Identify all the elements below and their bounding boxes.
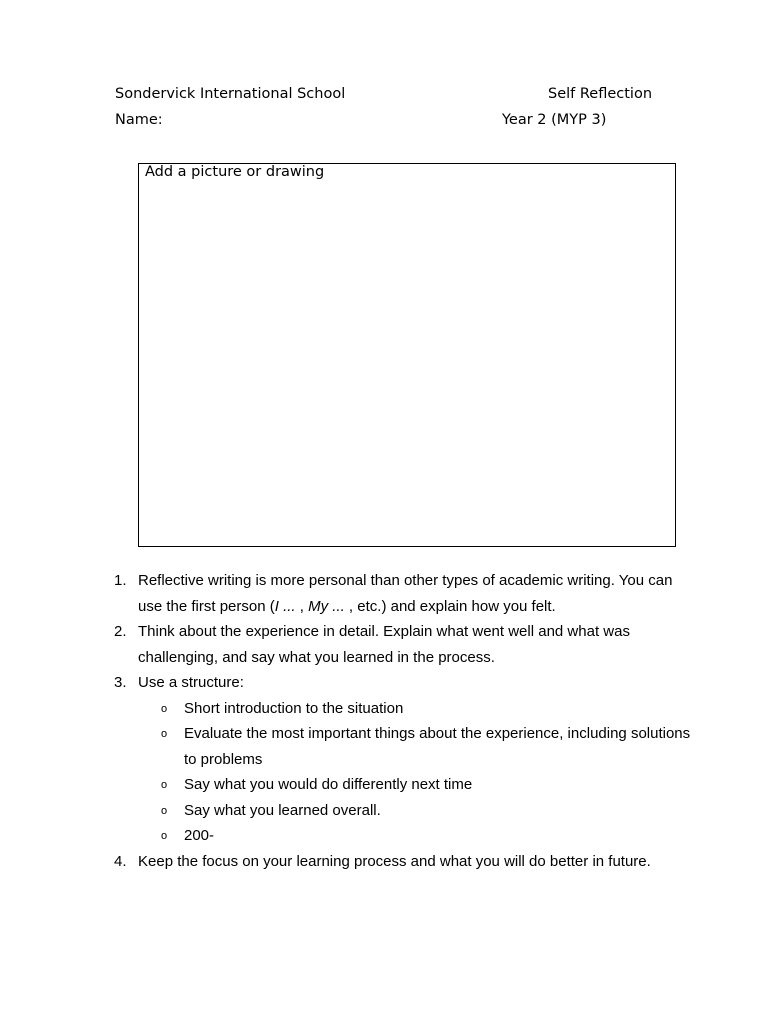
picture-box-label: Add a picture or drawing	[145, 164, 325, 180]
document-title: Self Reflection	[548, 86, 653, 102]
instruction-italic-i: I ...	[274, 597, 296, 615]
structure-sub-list	[138, 696, 694, 849]
item-number: 2.	[114, 623, 127, 640]
sub-list-item	[138, 823, 694, 849]
sub-item-text: Say what you would do differently next time	[184, 776, 473, 793]
instruction-text: Keep the focus on your learning process and what you will do better in future.	[138, 852, 651, 870]
instruction-item-1	[114, 568, 694, 619]
instructions-list	[114, 568, 694, 874]
instruction-text-part: Reflective writing is more personal than other types of academic writing. You can use the first person (	[138, 572, 673, 615]
circle-bullet-icon: o	[161, 702, 168, 715]
instruction-item-2	[114, 619, 694, 670]
item-number: 4.	[114, 852, 127, 870]
item-number: 1.	[114, 572, 127, 589]
instruction-item-3	[114, 670, 694, 849]
sub-list-item	[138, 696, 694, 722]
sub-item-text: 200-	[184, 827, 215, 844]
sub-list-item	[138, 798, 694, 824]
sub-item-text: Short introduction to the situation	[184, 699, 404, 717]
sub-item-text: Evaluate the most important things about the experience, including solutions to problems	[184, 725, 691, 768]
instruction-text-part: , etc.) and explain how you felt.	[344, 597, 556, 615]
circle-bullet-icon: o	[161, 779, 168, 791]
instruction-text: Use a structure:	[138, 674, 244, 691]
instruction-italic-my: My ...	[308, 597, 345, 615]
picture-drawing-box[interactable]	[138, 163, 676, 547]
sub-list-item	[138, 721, 694, 772]
school-name: Sondervick International School	[115, 86, 346, 102]
circle-bullet-icon: o	[161, 830, 168, 842]
instruction-text: Think about the experience in detail. Explain what went well and what was challenging, and say what you learned in the process.	[138, 623, 630, 666]
instruction-text-part: ,	[295, 597, 309, 615]
instruction-text	[138, 572, 672, 615]
sub-item-text: Say what you learned overall.	[184, 801, 381, 819]
item-number: 3.	[114, 674, 127, 691]
instruction-item-4	[114, 849, 694, 875]
name-label: Name:	[115, 112, 163, 128]
circle-bullet-icon: o	[161, 728, 168, 740]
sub-list-item	[138, 772, 694, 798]
year-level: Year 2 (MYP 3)	[502, 112, 607, 128]
circle-bullet-icon: o	[161, 804, 168, 817]
